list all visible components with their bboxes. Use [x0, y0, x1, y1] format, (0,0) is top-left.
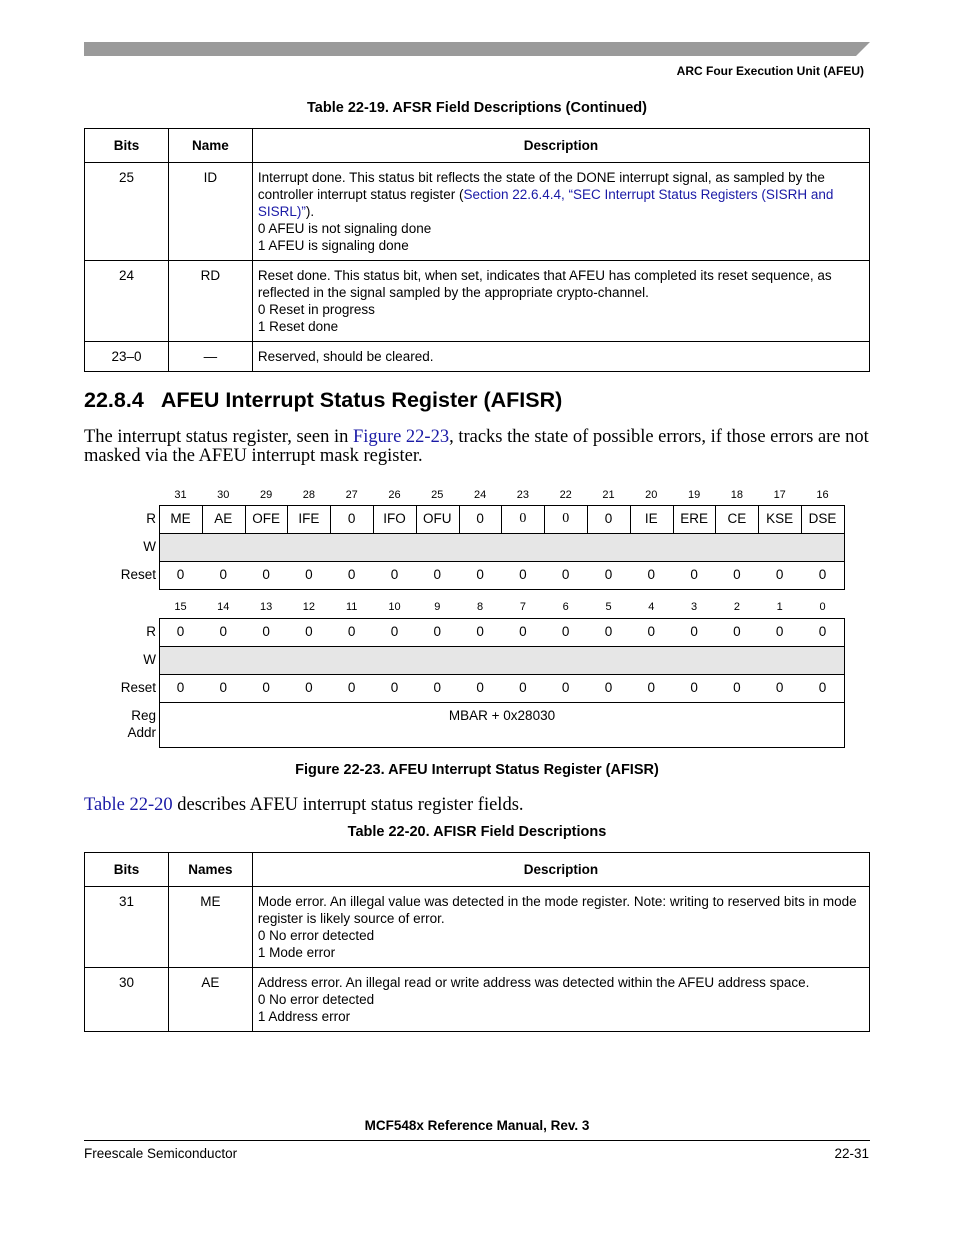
reset-value: 0 — [476, 680, 484, 695]
bit-number: 24 — [473, 489, 487, 501]
paragraph-text-end: , tracks the state of possible errors, if those errors are not masked via the AFEU interrupt mask register. — [84, 427, 869, 466]
reset-value: 0 — [775, 680, 784, 695]
register-field: 0 — [519, 511, 527, 526]
table2-caption: Table 22-20. AFISR Field Descriptions — [347, 824, 607, 840]
section-heading: 22.8.4 AFEU Interrupt Status Register (AFISR) — [84, 388, 563, 412]
upper-write-row — [159, 533, 845, 562]
name-cell: ID — [168, 163, 252, 261]
register-field: 0 — [305, 624, 313, 639]
bit-value-1: 1 AFEU is signaling done — [257, 238, 409, 253]
description-cell — [252, 261, 869, 342]
description-cell — [252, 887, 869, 968]
register-field: 0 — [604, 511, 613, 526]
table-row — [85, 261, 870, 342]
reset-value: 0 — [561, 567, 570, 582]
bit-number: 31 — [174, 489, 187, 501]
bit-number: 27 — [345, 489, 358, 501]
register-field: ERE — [680, 511, 708, 526]
bit-number: 20 — [645, 489, 658, 501]
bits-cell: 30 — [85, 968, 169, 1032]
bit-number: 6 — [562, 601, 569, 613]
bit-number: 11 — [345, 601, 358, 613]
table1-header-description: Description — [252, 129, 869, 163]
bit-number: 8 — [477, 601, 484, 613]
bit-number: 18 — [730, 489, 744, 501]
register-field: AE — [214, 511, 233, 526]
bit-number: 21 — [602, 489, 615, 501]
reset-value: 0 — [476, 567, 484, 582]
name-cell: — — [168, 342, 252, 372]
register-field: 0 — [347, 511, 356, 526]
table-row — [85, 968, 870, 1032]
description-text: Mode error. An illegal value was detected in the mode register. Note: writing to reserved bits in mode register is likely source of error. — [257, 894, 857, 926]
register-field: 0 — [390, 624, 399, 639]
reset-value: 0 — [262, 680, 270, 695]
figure-caption: Figure 22-23. AFEU Interrupt Status Register (AFISR) — [295, 762, 659, 778]
bit-value-0: 0 No error detected — [257, 928, 375, 943]
register-field: 0 — [561, 624, 570, 639]
reset-value: 0 — [433, 567, 442, 582]
table2-header-description: Description — [252, 853, 869, 887]
reset-value: 0 — [690, 680, 698, 695]
row-label-r: R — [146, 511, 156, 526]
register-field: 0 — [433, 624, 442, 639]
reset-value: 0 — [604, 680, 613, 695]
bit-value-1: 1 Reset done — [257, 319, 339, 334]
row-label-r: R — [146, 624, 156, 639]
bit-number: 2 — [733, 601, 740, 613]
bit-number: 7 — [519, 601, 526, 613]
reset-value: 0 — [775, 567, 784, 582]
reset-value: 0 — [733, 567, 741, 582]
register-field: 0 — [476, 511, 484, 526]
table2 — [84, 852, 870, 1032]
description-text: Interrupt done. This status bit reflects the state of the DONE interrupt signal, as sampled by the controller interrupt status register ( — [257, 170, 825, 202]
bits-cell: 23–0 — [85, 342, 169, 372]
bits-cell: 24 — [85, 261, 169, 342]
register-field: 0 — [647, 624, 656, 639]
name-cell: ME — [168, 887, 252, 968]
reset-value: 0 — [176, 567, 185, 582]
register-field: KSE — [766, 511, 794, 526]
table1 — [84, 128, 870, 372]
footer-page-number: 22-31 — [834, 1146, 869, 1161]
bit-number: 13 — [259, 601, 273, 613]
bit-number: 4 — [648, 601, 655, 613]
register-field: 0 — [775, 624, 784, 639]
reset-value: 0 — [390, 567, 399, 582]
register-field: OFU — [423, 511, 452, 526]
bit-number: 5 — [605, 601, 612, 613]
reset-value: 0 — [390, 680, 399, 695]
paragraph-text: The interrupt status register, seen in — [84, 427, 353, 447]
register-field: 0 — [347, 624, 356, 639]
reset-value: 0 — [219, 567, 228, 582]
reset-value: 0 — [647, 567, 656, 582]
bit-number: 15 — [174, 601, 187, 613]
footer-manual: MCF548x Reference Manual, Rev. 3 — [364, 1118, 590, 1133]
figure-link[interactable]: Figure 22-23 — [352, 427, 450, 447]
table2-header-names: Names — [168, 853, 252, 887]
bit-number: 0 — [819, 601, 826, 613]
reset-value: 0 — [262, 567, 270, 582]
name-cell: AE — [168, 968, 252, 1032]
bit-number: 25 — [431, 489, 444, 501]
bit-number: 3 — [691, 601, 698, 613]
register-field: 0 — [219, 624, 228, 639]
bit-number: 14 — [217, 601, 230, 613]
bit-number: 17 — [773, 489, 786, 501]
bit-number: 16 — [816, 489, 829, 501]
description-text: Reset done. This status bit, when set, indicates that AFEU has completed its reset sequence, as reflected in the signal sampled by the appropriate crypto-channel. — [257, 268, 832, 300]
register-field: 0 — [176, 624, 185, 639]
bit-number: 22 — [559, 489, 572, 501]
register-field: 0 — [733, 624, 741, 639]
table-link[interactable]: Table 22-20 — [84, 795, 173, 815]
table-row — [85, 887, 870, 968]
reset-value: 0 — [519, 567, 527, 582]
reset-value: 0 — [519, 680, 527, 695]
register-field: 0 — [818, 624, 827, 639]
register-field: DSE — [808, 511, 837, 526]
section-paragraph — [84, 428, 874, 466]
description-text-end: ). — [305, 204, 315, 219]
reset-value: 0 — [690, 567, 698, 582]
bit-number: 26 — [388, 489, 401, 501]
row-label-w: W — [143, 539, 156, 554]
table2-intro — [84, 796, 874, 815]
register-field: OFE — [252, 511, 280, 526]
register-field: 0 — [519, 624, 527, 639]
register-field: ME — [170, 511, 191, 526]
bit-number: 9 — [434, 601, 441, 613]
reset-value: 0 — [604, 567, 613, 582]
register-field: 0 — [690, 624, 698, 639]
intro-text: describes AFEU interrupt status register fields. — [172, 795, 524, 815]
register-field: 0 — [476, 624, 484, 639]
reset-value: 0 — [219, 680, 228, 695]
register-field: 0 — [562, 511, 570, 526]
row-label-w: W — [143, 652, 156, 667]
bit-number: 1 — [776, 601, 783, 613]
name-cell: RD — [168, 261, 252, 342]
register-field: CE — [727, 511, 747, 526]
description-cell — [252, 968, 869, 1032]
reset-value: 0 — [305, 680, 313, 695]
reset-value: 0 — [176, 680, 185, 695]
register-field: IFE — [298, 511, 320, 526]
row-label-addr: Addr — [127, 725, 156, 740]
reset-value: 0 — [733, 680, 741, 695]
register-address: MBAR + 0x28030 — [448, 708, 556, 723]
reset-value: 0 — [818, 567, 827, 582]
table1-header-name: Name — [168, 129, 252, 163]
section-link[interactable]: Section 22.6.4.4, “SEC Interrupt Status Registers (SISRH and SISRL)” — [257, 187, 834, 219]
table-row — [85, 163, 870, 261]
table2-header-bits: Bits — [85, 853, 169, 887]
reset-value: 0 — [647, 680, 656, 695]
table1-caption: Table 22-19. AFSR Field Descriptions (Continued) — [307, 100, 647, 116]
row-label-reg: Reg — [131, 708, 156, 723]
description-cell — [252, 163, 869, 261]
reset-value: 0 — [347, 680, 356, 695]
bit-number: 23 — [516, 489, 530, 501]
header-bar — [84, 42, 870, 56]
bit-value-0: 0 Reset in progress — [257, 302, 375, 317]
bits-cell: 25 — [85, 163, 169, 261]
table-row — [85, 342, 870, 372]
description-cell: Reserved, should be cleared. — [252, 342, 869, 372]
row-label-reset: Reset — [120, 567, 156, 582]
reset-value: 0 — [347, 567, 356, 582]
bit-number: 29 — [259, 489, 273, 501]
bit-number: 19 — [687, 489, 701, 501]
bit-value-1: 1 Address error — [257, 1009, 351, 1024]
bit-value-0: 0 No error detected — [257, 992, 375, 1007]
footer-rule — [84, 1140, 870, 1141]
bit-number: 28 — [302, 489, 316, 501]
reset-value: 0 — [433, 680, 442, 695]
running-head: ARC Four Execution Unit (AFEU) — [676, 64, 864, 78]
lower-write-row — [159, 646, 845, 675]
register-field: 0 — [604, 624, 613, 639]
reset-value: 0 — [818, 680, 827, 695]
register-field: 0 — [262, 624, 270, 639]
bit-value-0: 0 AFEU is not signaling done — [257, 221, 432, 236]
bits-cell: 31 — [85, 887, 169, 968]
description-text: Address error. An illegal read or write address was detected within the AFEU address space. — [257, 975, 810, 990]
register-field: IE — [644, 511, 658, 526]
row-label-reset: Reset — [120, 680, 156, 695]
reset-value: 0 — [305, 567, 313, 582]
bit-number: 30 — [217, 489, 230, 501]
footer-company: Freescale Semiconductor — [84, 1146, 238, 1161]
table1-header-bits: Bits — [85, 129, 169, 163]
register-field: IFO — [383, 511, 406, 526]
bit-number: 10 — [388, 601, 401, 613]
bit-value-1: 1 Mode error — [257, 945, 336, 960]
bit-number: 12 — [302, 601, 316, 613]
reset-value: 0 — [561, 680, 570, 695]
